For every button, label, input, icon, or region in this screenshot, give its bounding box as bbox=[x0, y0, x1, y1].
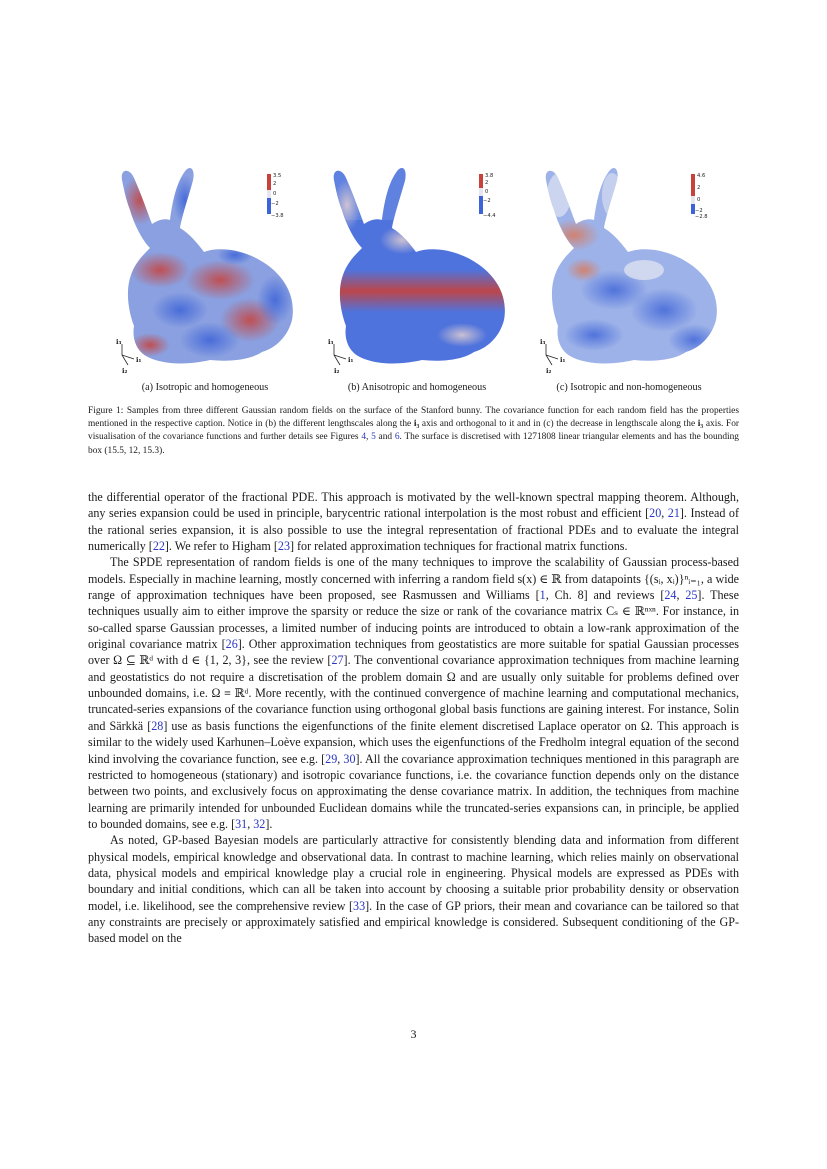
citation-link[interactable]: 33 bbox=[353, 898, 366, 913]
figure-ref-link[interactable]: 5 bbox=[371, 432, 376, 443]
text-run: ]. We refer to Higham [ bbox=[164, 539, 278, 554]
caption-text: axis and orthogonal to it and in (c) the decrease in lengthscale along the bbox=[419, 419, 698, 430]
text-run: ]. bbox=[265, 816, 273, 831]
citation-link[interactable]: 26 bbox=[225, 637, 238, 652]
citation-link[interactable]: 22 bbox=[152, 539, 165, 554]
caption-text: Figure 1: Samples from three different Gaussian random fields on the surface of the Stanford bunny. The covariance function for each random field has the properties mentioned in the respective caption. Notice in (b) the different lengthscales along the bbox=[88, 406, 739, 430]
text-run: ] use as basis functions the eigenfunctions of the finite element discretised Laplace operator on Ω. This approach is similar to the widely used Karhunen–Loève expansion, which uses the eigenfunctions of the Fredholm integral equation of the second kind involving the covariance function, see e.g. [ bbox=[88, 718, 739, 766]
text-run: , bbox=[247, 816, 254, 831]
colorbar-c-tick: −2 bbox=[695, 208, 703, 214]
axes-triad-a bbox=[122, 344, 134, 365]
figure-ref-link[interactable]: 4 bbox=[361, 432, 366, 443]
figure-ref-link[interactable]: 6 bbox=[394, 432, 400, 443]
caption-text: and bbox=[375, 432, 395, 443]
panel-c bbox=[524, 160, 734, 400]
text-run: ]. All the covariance approximation techniques mentioned in this paragraph are restricted to homogeneous (stationary) and isotropic covariance functions, i.e. the covariance function depends only on the distance between two points, and exclusively focus on approximating the dense covariance matrix. In addition, the techniques from machine learning are primarily intended for unbounded Euclidean domains while the truncated-series expansions can, in principle, be applied to bounded domains, see e.g. [ bbox=[88, 751, 739, 831]
axes-triad-c bbox=[546, 344, 558, 365]
text-run: ]. Instead of the rational series expansion, it is also possible to use the integral representation of fractional PDEs and to evaluate the integral numerically [ bbox=[88, 506, 739, 554]
citation-link[interactable]: 1 bbox=[539, 588, 546, 603]
citation-link[interactable]: 29 bbox=[325, 751, 338, 766]
citation-link[interactable]: 23 bbox=[277, 539, 290, 554]
figure-1 bbox=[100, 160, 740, 400]
colorbar-c-tick: 0 bbox=[697, 197, 701, 203]
text-run: As noted, GP-based Bayesian models are particularly attractive for consistently blending data and information from different physical models, empirical knowledge and observational data. In contrast to machine learning, which relies mainly on observational data, physical models and empirical knowledge play a crucial role in engineering. Physical models are expressed as PDEs with boundary and initial conditions, which can all be taken into account by choosing a suitable prior probability density or observation model, i.e. likelihood, see the comprehensive review [ bbox=[88, 833, 739, 913]
citation-link[interactable]: 27 bbox=[331, 653, 344, 668]
colorbar-a-tick: 0 bbox=[273, 191, 277, 197]
subcaption-b: (b) Anisotropic and homogeneous bbox=[347, 382, 487, 393]
panel-b bbox=[312, 160, 522, 400]
paragraph bbox=[88, 554, 739, 832]
axis-label-i1: i₁ bbox=[136, 356, 142, 364]
citation-link[interactable]: 28 bbox=[151, 718, 164, 733]
bunny-plot-b bbox=[312, 160, 522, 380]
bunny-plot-a bbox=[100, 160, 310, 380]
citation-link[interactable]: 24 bbox=[664, 588, 677, 603]
colorbar-c-tick: 2 bbox=[697, 185, 701, 191]
axis-label-i1: i₁ bbox=[560, 356, 566, 364]
body-text bbox=[88, 489, 739, 947]
text-run: , bbox=[661, 506, 668, 521]
caption-text: axis. For visualisation of the covariance functions and further details see Figures bbox=[88, 419, 740, 443]
paragraph bbox=[88, 832, 739, 946]
citation-link[interactable]: 21 bbox=[667, 506, 680, 521]
text-run: the differential operator of the fractional PDE. This approach is motivated by the well-known spectral mapping theorem. Although, any series expansion could be used in principle, barycentric rational interpolation is the most robust and efficient [ bbox=[88, 490, 739, 521]
colorbar-a-tick: 2 bbox=[273, 181, 277, 187]
text-run: ] for related approximation techniques for fractional matrix functions. bbox=[289, 539, 628, 554]
subcaption-c: (c) Isotropic and non-homogeneous bbox=[556, 382, 702, 393]
axis-label-i2: i₂ bbox=[122, 367, 128, 375]
axis-label-i3: i₃ bbox=[328, 338, 334, 346]
axis-label-i2: i₂ bbox=[546, 367, 552, 375]
caption-text: . The surface is discretised with 1271808 linear triangular elements and has the bounding box (15.5, 12, 15.3). bbox=[88, 432, 739, 456]
text-run: , Ch. 8] and reviews [ bbox=[545, 588, 665, 603]
colorbar-b-tick: 2 bbox=[485, 180, 489, 186]
axis-label-i2: i₂ bbox=[334, 367, 340, 375]
panel-a bbox=[100, 160, 310, 400]
paragraph bbox=[88, 489, 739, 554]
axis-label-i3: i₃ bbox=[116, 338, 122, 346]
colorbar-b-min: −4.4 bbox=[483, 213, 496, 219]
text-run: ]. These techniques usually aim to either improve the sparsity or reduce the size or rank of the covariance matrix Cₛ ∈ ℝⁿˣⁿ. For instance, in so-called sparse Gaussian processes, a limited number of inducing points are introduced to obtain a low-rank approximation of the original covariance matrix [ bbox=[88, 588, 739, 652]
caption-text: , bbox=[366, 432, 372, 443]
text-run: ]. Other approximation techniques from geostatistics are more suitable for spatial Gaussian processes over Ω ⊆ ℝᵈ with d ∈ {1, 2, 3}, see the review [ bbox=[88, 637, 739, 668]
figure-caption bbox=[88, 405, 739, 458]
bunny-plot-c bbox=[524, 160, 734, 380]
caption-symbol: i₃ bbox=[413, 419, 420, 430]
colorbar-b-max: 3.8 bbox=[485, 173, 494, 179]
citation-link[interactable]: 32 bbox=[253, 816, 266, 831]
citation-link[interactable]: 20 bbox=[649, 506, 662, 521]
text-run: The SPDE representation of random fields is one of the many techniques to improve the scalability of Gaussian process-based models. Especially in machine learning, mostly concerned with inferring a random field s(x) ∈ ℝ from datapoints {(sᵢ, xᵢ)}ⁿᵢ₌₁, a wide range of approximation techniques have been proposed, see Rasmussen and Williams [ bbox=[88, 555, 739, 603]
colorbar-c-min: −2.8 bbox=[695, 214, 708, 220]
text-run: ]. In the case of GP priors, their mean and covariance can be tailored so that any constraints are precisely or approximately satisfied and empirical knowledge is considered. Subsequent conditioning of the GP-based model on the bbox=[88, 898, 739, 946]
text-run: ]. The conventional covariance approximation techniques from machine learning and geostatistics do not require a discretisation of the problem domain Ω and are usually only suitable for problems defined over unbounded domains, i.e. Ω ≡ ℝᵈ. More recently, with the continued convergence of machine learning and computational mechanics, truncated-series expansions of the covariance function using orthogonal global basis functions are gaining interest. For instance, Solin and Särkkä [ bbox=[88, 653, 740, 733]
colorbar-a-max: 3.5 bbox=[273, 173, 282, 179]
citation-link[interactable]: 25 bbox=[685, 588, 698, 603]
citation-link[interactable]: 30 bbox=[343, 751, 356, 766]
colorbar-b-tick: 0 bbox=[485, 189, 489, 195]
text-run: , bbox=[337, 751, 344, 766]
page-number: 3 bbox=[410, 1027, 417, 1041]
caption-symbol: i₃ bbox=[697, 419, 704, 430]
colorbar-a-min: −3.8 bbox=[271, 213, 284, 219]
colorbar-a-tick: −2 bbox=[271, 201, 279, 207]
subcaption-a: (a) Isotropic and homogeneous bbox=[141, 382, 269, 393]
axes-triad-b bbox=[334, 344, 346, 365]
axis-label-i3: i₃ bbox=[540, 338, 546, 346]
colorbar-c-max: 4.6 bbox=[697, 173, 706, 179]
text-run: , bbox=[676, 588, 686, 603]
colorbar-b-tick: −2 bbox=[483, 198, 491, 204]
citation-link[interactable]: 31 bbox=[235, 816, 248, 831]
axis-label-i1: i₁ bbox=[348, 356, 354, 364]
